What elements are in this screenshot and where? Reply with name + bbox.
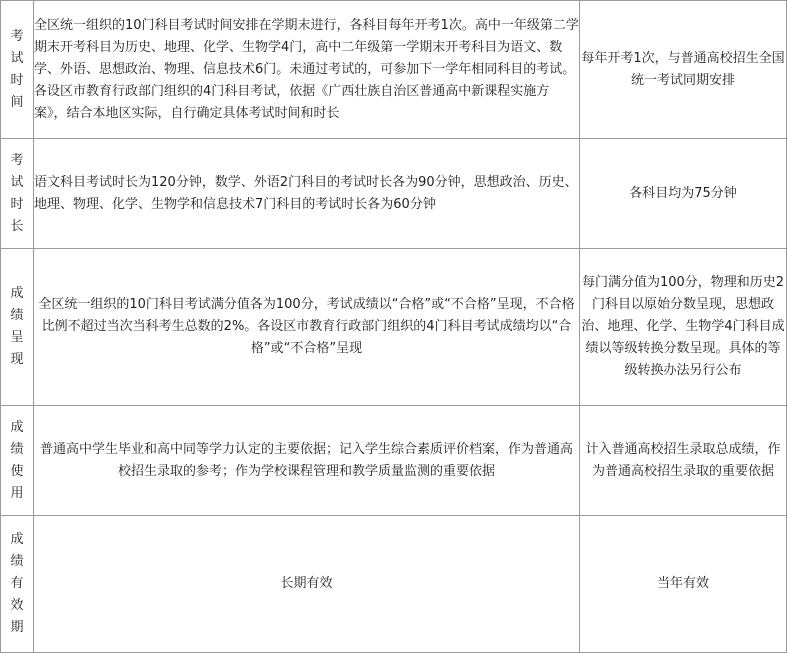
label-char: 间 <box>10 94 24 110</box>
label-char: 绩 <box>10 441 24 457</box>
score-presentation-main-text: 全区统一组织的10门科目考试满分值各为100分，考试成绩以“合格”或“不合格”呈现，不合格比例不超过当次当科考生总数的2%。各设区市教育行政部门组织的4门科目考试成绩均以“合格”或“不合格”呈现 <box>38 297 575 356</box>
exam-time-main-text: 全区统一组织的10门科目考试时间安排在学期末进行，各科目每年开考1次。高中一年级第二学期末开考科目为历史、地理、化学、生物学4门，高中二年级第一学期末开考科目为语文、数学、外语、思想政治、物理、信息技术6门。未通过考试的，可参加下一学年相同科目的考试。各设区市教育行政部门组织的4门科目考试，依据《广西壮族自治区普通高中新课程实施方案》，结合本地区实际，自行确定具体考试时间和时长 <box>34 17 579 121</box>
score-presentation-side-text: 每门满分值为100分，物理和历史2门科目以原始分数呈现，思想政治、地理、化学、生物学4门科目成绩以等级转换分数呈现。具体的等级转换办法另行公布 <box>581 275 785 378</box>
score-usage-side-cell <box>580 406 787 516</box>
label-char: 用 <box>10 485 24 501</box>
table-row-score-presentation <box>1 249 787 406</box>
label-char: 绩 <box>10 554 24 569</box>
exam-duration-main-text: 语文科目考试时长为120分钟，数学、外语2门科目的考试时长各为90分钟，思想政治、历史、地理、物理、化学、生物学和信息技术7门科目的考试时长各为60分钟 <box>34 174 578 212</box>
score-usage-main-cell <box>34 406 580 516</box>
table-row-score-validity <box>1 516 787 653</box>
score-presentation-main-cell <box>34 249 580 406</box>
label-char: 长 <box>10 218 24 234</box>
label-char: 期 <box>10 620 24 635</box>
table-row-score-usage <box>1 406 787 516</box>
label-char: 有 <box>10 576 24 591</box>
exam-duration-main-cell <box>34 139 580 249</box>
row-label-score-presentation <box>1 249 34 406</box>
score-validity-main-text: 长期有效 <box>280 576 333 591</box>
label-char: 成 <box>10 286 24 301</box>
label-char: 绩 <box>10 308 24 323</box>
label-char: 现 <box>10 352 24 367</box>
label-char: 呈 <box>10 330 24 345</box>
label-char: 效 <box>10 598 24 613</box>
label-char: 试 <box>10 50 24 66</box>
score-validity-side-cell <box>580 516 787 653</box>
row-label-exam-duration <box>1 139 34 249</box>
exam-time-side-text: 每年开考1次，与普通高校招生全国统一考试同期安排 <box>581 50 785 88</box>
table-row-exam-time <box>1 1 787 139</box>
score-presentation-side-cell <box>580 249 787 406</box>
exam-duration-side-cell <box>580 139 787 249</box>
label-char: 成 <box>10 419 24 435</box>
exam-duration-side-text: 各科目均为75分钟 <box>629 185 737 201</box>
score-validity-main-cell <box>34 516 580 653</box>
label-char: 成 <box>10 532 24 547</box>
label-char: 考 <box>10 152 24 168</box>
label-char: 试 <box>10 174 24 190</box>
exam-time-side-cell <box>580 1 787 139</box>
score-usage-side-text: 计入普通高校招生录取总成绩，作为普通高校招生录取的重要依据 <box>585 441 781 479</box>
row-label-exam-time <box>1 1 34 139</box>
label-char: 考 <box>10 28 24 44</box>
table-row-exam-duration <box>1 139 787 249</box>
score-usage-main-text: 普通高中学生毕业和高中同等学力认定的主要依据；记入学生综合素质评价档案，作为普通高校招生录取的参考；作为学校课程管理和教学质量监测的重要依据 <box>39 441 573 479</box>
label-char: 时 <box>10 72 24 88</box>
row-label-score-validity <box>1 516 34 653</box>
exam-time-main-cell <box>34 1 580 139</box>
label-char: 时 <box>10 196 24 212</box>
score-validity-side-text: 当年有效 <box>656 576 709 591</box>
row-label-score-usage <box>1 406 34 516</box>
label-char: 使 <box>10 463 24 479</box>
